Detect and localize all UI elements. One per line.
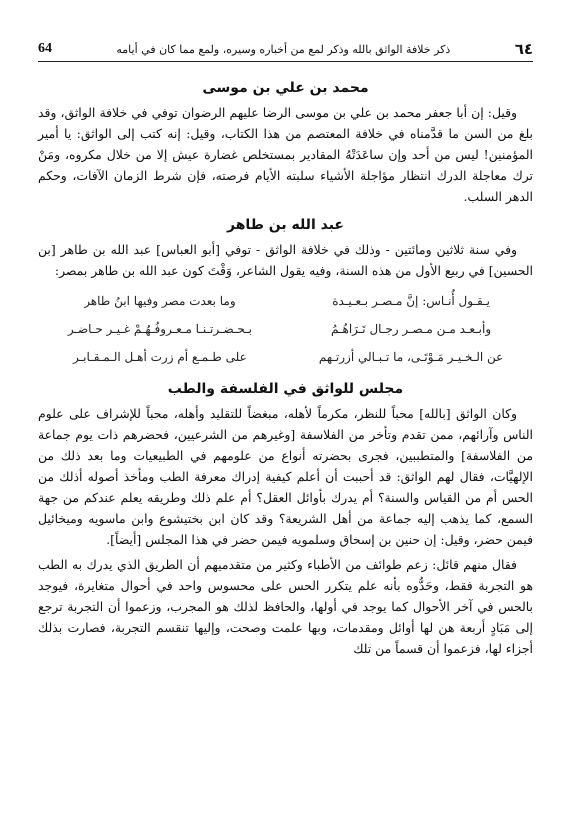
verse-second-hemistich: على طـمـع أم زرت أهـل الـمـقـابـر [73,350,247,364]
poem-verse [38,287,533,315]
poem-verse [38,343,533,371]
verse-second-hemistich: وما بعدت مصر وفيها ابنُ طاهر [84,294,236,308]
running-title: ذكر خلافة الواثق بالله وذكر لمع من أخباره وسيره، ولمع مما كان في أيامه [116,42,451,56]
verse-second-hemistich: بـحـضـرتـنـا مـعـروفُـهُـمْ غـيـر حـاضـر [67,322,252,336]
poem [38,287,533,371]
poem-verse [38,315,533,343]
verse-first-hemistich: وأبـعـد مـن مـصـر رجـال تَـرَاهُـمُ [331,322,492,336]
section-title-majlis: مجلس للواثق في الفلسفة والطب [167,381,404,397]
section-title-abdallah: عبد الله بن طاهر [227,217,344,233]
page-number-arabic: ٦٤ [514,40,533,58]
verse-first-hemistich: يـقـول أُنـاس: إنَّ مـصـر بـعـيـدة [332,294,490,308]
paragraph-abdallah: وفي سنة ثلاثين ومائتين - وذلك في خلافة الواثق - توفي [أبو العباس] عبد الله بن طاهر [بن الحسين] في ربيع الأول من هذه السنة، وفيه يقول الشاعر، وَقْتَ كون عبد الله بن طاهر بمصر: [38,242,533,278]
verse-first-hemistich: عن الـخـيـر مَـوْتَـى، ما تـبـالي أزرتـهم [318,350,504,364]
page-number-latin: 64 [38,41,52,56]
page-header [38,38,533,60]
header-rule [38,61,533,62]
paragraph-majlis-2: فقال منهم قائل: زعم طوائف من الأطباء وكثير من متقدميهم أن الطريق الذي يدرك به الطب هو التجربة فقط، وحَدُّوه بأنه علم يتكرر الحس على محسوس واحد في أحوال متغايرة، فيوجد بالحس في آخر الأحوال كما يوجد في أولها، والحافظ لذلك هو المجرب، وزعموا أن التجربة ترجع إلى مَبَادٍ أربعة هن لها أوائل ومقدمات، وبها علمت وصحت، وإليها تنقسم التجربة، فصارت بذلك أجزاء لها، فزعموا أن قسماً من تلك [38,557,533,656]
page-body [38,70,533,659]
section-title-muhammad: محمد بن علي بن موسى [202,80,369,96]
paragraph-majlis-1: وكان الواثق [بالله] محباً للنظر، مكرماً لأهله، مبغضاً للتقليد وأهله، محباً للإشراف على علوم الناس وآرائهم، ممن تقدم وتأخر من الفلاسفة [وغيرهم من الشرعيين، فحضرهم ذات يوم جماعة من الفلاسفة] والمتطببين، فجرى بحضرته أنواع من علومهم في الطبيعيات وما بعد ذلك من الإلهيَّات، فقال لهم الواثق: قد أحببت أن أعلم كيفية إدراك معرفة الطب ومأخذ أصوله أذلك من الحس أم من القياس والسنة؟ أم يدرك بأوائل العقل؟ أم علم ذلك وطريقه يعلم عندكم من جهة السمع، كما يذهب إليه جماعة من أهل الشريعة؟ وقد كان ابن بختيشوع وابن ماسويه وميخائيل فيمن حضر، وقيل: إن حنين بن إسحاق وسلمويه فيمن حضر في هذا المجلس [أيضاً]. [38,406,533,547]
paragraph-muhammad: وقيل: إن أبا جعفر محمد بن علي بن موسى الرضا عليهم الرضوان توفي في خلافة الواثق، وقد بلغ من السن ما قدَّمناه في خلافة المعتصم من هذا الكتاب، وقيل: إنه كتب إلى الواثق: يا أمير المؤمنين! ليس من أحد وإن ساعَدَتْهُ المقادير بمستخلص غضارة عيش إلا من خلال مكروه، ومَنْ ترك معاجلة الدرك انتظار مؤاجلة الأشياء سلبته الأيام فرصته، فإن شرط الزمان الآفات، وحكم الدهر السلب. [38,105,533,204]
